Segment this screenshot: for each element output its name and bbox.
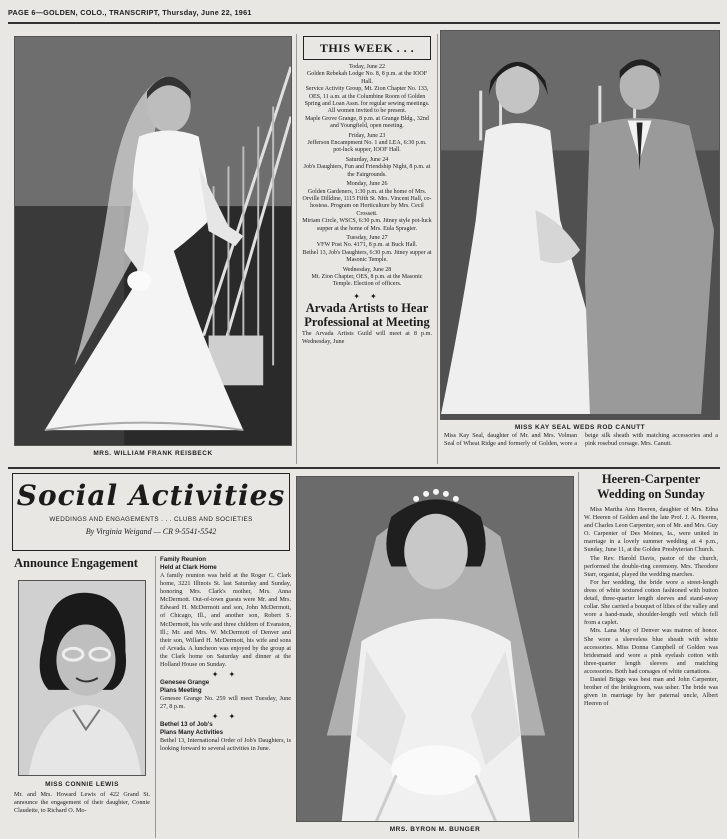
- this-week-events: [297, 64, 437, 289]
- header-text: PAGE 6—GOLDEN, COLO., TRANSCRIPT, Thursday, June 22, 1961: [8, 8, 252, 17]
- this-week-title: THIS WEEK . . .: [319, 41, 415, 55]
- event-day: Monday, June 26: [346, 181, 388, 188]
- event-day: Wednesday, June 28: [342, 266, 392, 273]
- event-text: Golden Rebekah Lodge No. 8, 8 p.m. at the IOOF Hall.: [306, 71, 428, 85]
- event-text: Service Activity Group, Mt. Zion Chapter No. 133, OES, 11 a.m. at the Columbine Room of Golden Spring and Loan Assn. for regular sewing meetings. All women invited to be present.: [304, 86, 430, 115]
- social-byline: By Virginia Weigand — CR 9-5541-5542: [85, 527, 217, 536]
- club-text: Bethel 13, International Order of Job's Daughters, is looking forward to several activities in June.: [160, 737, 291, 753]
- arvada-head: Arvada Artists to Hear Professional at Meeting: [304, 300, 430, 329]
- event-text: Miriam Circle, WSCS, 6:30 p.m. Jitney style pot-luck supper at the home of Mrs. Eula Spragier.: [302, 218, 432, 232]
- heeren-body: [584, 506, 718, 708]
- lewis-photo: [18, 580, 146, 776]
- social-banner: [12, 473, 290, 551]
- heeren-paragraph: Miss Martha Ann Heeren, daughter of Mrs. Edna W. Heeren of Golden and the late Prof. J. A. Heeren, and Charles Leon Carpenter, son of Mr. and Mrs. Guy O. Carpenter of Des Moines, Ia., were united in marriage in a lovely summer wedding at 4 p.m., Sunday, June 11, at the Golden Presbyterian Church.: [584, 506, 718, 554]
- engagement-head: Announce Engagement: [14, 556, 138, 570]
- heeren-head: Heeren-Carpenter Wedding on Sunday: [597, 472, 705, 501]
- seal-caption: MISS KAY SEAL WEDS ROD CANUTT: [514, 424, 646, 431]
- section-stars: ✦ ✦: [353, 291, 381, 301]
- club-head: Family Reunion Held at Clark Home: [160, 556, 217, 571]
- clubs-column: [155, 556, 291, 838]
- heeren-paragraph: Daniel Briggs was best man and John Carpenter, brother of the bridegroom, was usher. The bride was given in marriage by her paternal uncle, Albert Heeren of: [584, 675, 718, 708]
- event-day: Tuesday, June 27: [346, 234, 388, 241]
- this-week-title-box: [303, 36, 431, 60]
- lewis-caption: MISS CONNIE LEWIS: [45, 781, 119, 788]
- club-head: Bethel 13 of Job's Plans Many Activities: [160, 721, 224, 737]
- header-rule: [8, 22, 720, 24]
- seal-canutt-photo: [440, 30, 720, 420]
- heeren-column: [578, 472, 720, 838]
- mid-rule: [8, 467, 720, 469]
- page-header: [8, 8, 720, 20]
- bunger-photo: [296, 476, 574, 822]
- event-text: Job's Daughters, Fun and Friendship Night, 8 p.m. at the Fairgrounds.: [303, 164, 431, 178]
- reisbeck-photo: [14, 36, 292, 446]
- arvada-text: The Arvada Artists Guild will meet at 8 p.m. Wednesday, June: [302, 329, 432, 345]
- social-subtitle: WEDDINGS AND ENGAGEMENTS . . . CLUBS AND SOCIETIES: [49, 516, 253, 523]
- event-text: Bethel 13, Job's Daughters, 6:30 p.m. Jitney supper at Masonic Temple.: [302, 249, 432, 264]
- club-text: A family reunion was held at the Roger C. Clark home, 3221 Illinois St. last Saturday and Sunday, honoring Mrs. Clark's mother, Mrs. Anna McDermott. Out-of-town guests were Mr. and Mrs. Edward H. McDermott and son, John McDermott, of Chicago, Ill., and another son, Robert S. McDermott, his wife and three children of Evanston, Ill.; Mr. and Mrs. W. McDermott of Denver and their son, Willard H. McDermott, his wife and sons of Arvada. A luncheon was enjoyed by the group at the Clark home on Saturday and dinner at the Holland House on Sunday.: [160, 572, 291, 669]
- event-text: Maple Grove Grange, 8 p.m. at Grange Bldg., 32nd and Youngfield, open meeting.: [305, 115, 429, 130]
- engagement-text: Mr. and Mrs. Howard Lewis of 422 Grand St. announce the engagement of their daughter, Connie Claudette, to Richard O. Mo-: [14, 791, 150, 815]
- heeren-paragraph: For her wedding, the bride wore a street-length dress of white textured cotton fashioned with button detail, three-quarter length sleeves and stand-away collar. She carried a bouquet of lilies of the valley and wore a hand-made, shoulder-length veil which fell from a caplet.: [584, 578, 718, 627]
- event-text: Golden Gardeners, 1:30 p.m. at the home of Mrs. Orville Dilldine, 1115 Fifth St. Mrs. Vincent Hall, co-hostess. Program on Horticulture by Mrs. Cecil Crossett.: [302, 188, 432, 217]
- club-head: Genesee Grange Plans Meeting: [160, 679, 210, 695]
- seal-text: Miss Kay Seal, daughter of Mr. and Mrs. Volman Seal of Wheat Ridge and formerly of Golden, wore a beige silk sheath with matching accessories and a pink rosebud corsage. Mrs. Canutt.: [444, 432, 718, 448]
- event-text: VFW Post No. 4171, 8 p.m. at Buck Hall.: [316, 242, 418, 249]
- heeren-paragraph: The Rev. Harold Davis, pastor of the church, performed the double-ring ceremony. Mrs. Theodore Starr, organist, played the wedding marches.: [584, 554, 718, 578]
- club-stars: ✦ ✦: [211, 712, 240, 722]
- this-week-column: [296, 34, 438, 464]
- social-title: Social Activities: [16, 479, 286, 512]
- club-text: Genesee Grange No. 259 will meet Tuesday, June 27, 8 p.m.: [160, 695, 291, 711]
- event-day: Saturday, June 24: [345, 156, 389, 163]
- event-text: Jefferson Encampment No. 1 and LEA, 6:30 p.m. pot-luck supper, IOOF Hall.: [307, 140, 427, 154]
- club-stars: ✦ ✦: [211, 670, 240, 680]
- event-day: Today, June 22: [348, 64, 386, 70]
- event-text: Mt. Zion Chapter, OES, 8 p.m. at the Masonic Temple. Election of officers.: [311, 273, 423, 288]
- heeren-paragraph: Mrs. Lana May of Denver was matron of honor. She wore a sleeveless blue sheath with white accessories. Miss Donna Campbell of Golden was bridesmaid and wore a pink eyelash cotton with three-quarter length sleeves and matching accessories. Both had corsages of white carnations.: [584, 627, 718, 675]
- event-day: Friday, June 23: [348, 132, 386, 139]
- reisbeck-caption: MRS. WILLIAM FRANK REISBECK: [93, 450, 213, 457]
- bunger-caption: MRS. BYRON M. BUNGER: [389, 826, 481, 833]
